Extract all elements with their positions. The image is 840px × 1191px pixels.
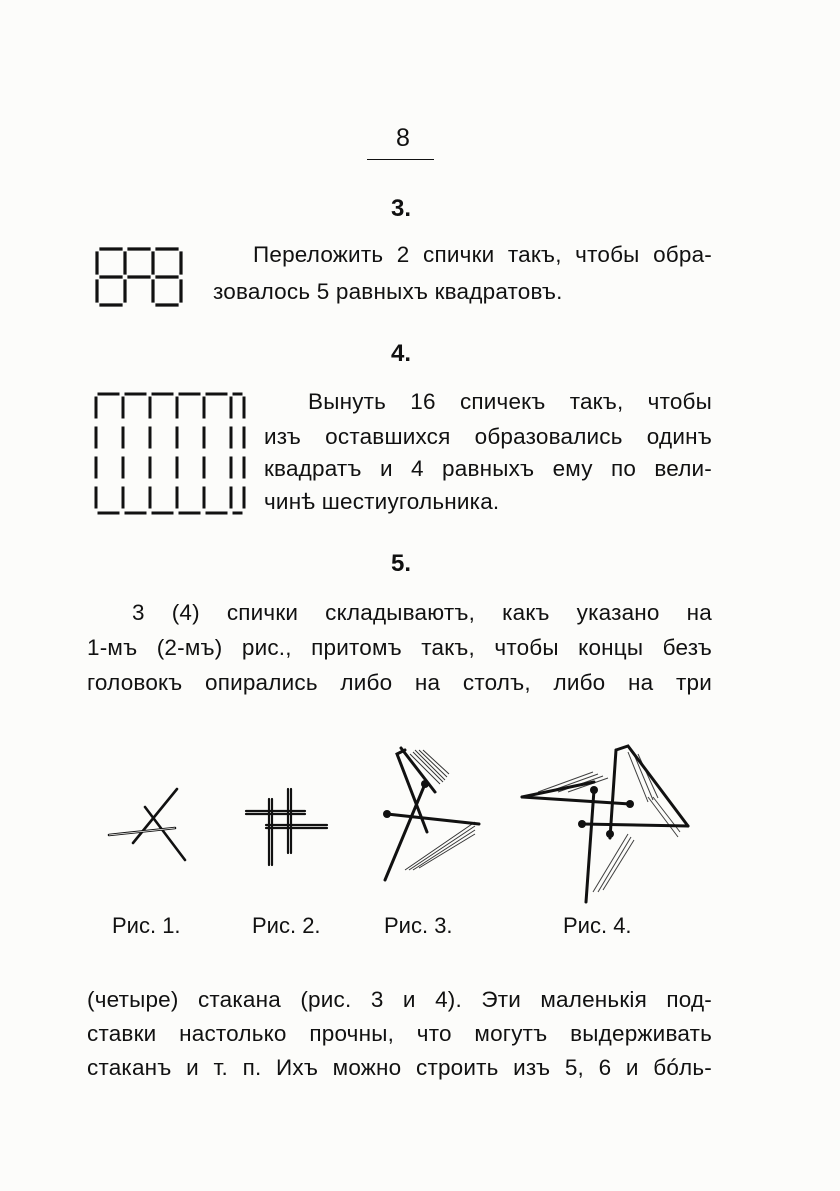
problem-5-heading: 5. bbox=[390, 550, 411, 577]
figure-1-three-matches bbox=[105, 785, 195, 865]
problem-5-line-2: 1-мъ (2-мъ) рис., притомъ такъ, чтобы концы безъ bbox=[87, 635, 712, 660]
figure-2-caption: Рис. 2. bbox=[252, 913, 321, 938]
figure-3-caption: Рис. 3. bbox=[384, 913, 453, 938]
problem-3-line-2: зовалось 5 равныхъ квадратовъ. bbox=[213, 279, 563, 304]
continuation-line-1: (четыре) стакана (рис. 3 и 4). Эти маленькія под- bbox=[87, 987, 712, 1012]
problem-4-line-2: изъ оставшихся образовались одинъ bbox=[264, 424, 712, 449]
figure-4-matches-with-glasses bbox=[518, 742, 693, 907]
continuation-line-3: стаканъ и т. п. Ихъ можно строить изъ 5, 6 и бóль- bbox=[87, 1055, 712, 1080]
figure-2-four-matches bbox=[243, 785, 333, 870]
page-number: 8 bbox=[396, 124, 410, 152]
figure-3-matches-with-glasses bbox=[375, 742, 485, 887]
problem-3-matchstick-figure bbox=[90, 242, 200, 312]
figure-1-caption: Рис. 1. bbox=[112, 913, 181, 938]
problem-4-line-4: чинѣ шестиугольника. bbox=[264, 489, 500, 514]
problem-4-matchstick-grid bbox=[92, 390, 252, 516]
page-number-rule bbox=[367, 159, 434, 160]
problem-3-line-1: Переложить 2 спички такъ, чтобы обра- bbox=[253, 242, 712, 267]
figure-4-caption: Рис. 4. bbox=[563, 913, 632, 938]
problem-3-heading: 3. bbox=[390, 195, 411, 222]
problem-4-line-1: Вынуть 16 спичекъ такъ, чтобы bbox=[308, 389, 712, 414]
continuation-line-2: ставки настолько прочны, что могутъ выдерживать bbox=[87, 1021, 712, 1046]
problem-5-line-1: 3 (4) спички складываютъ, какъ указано на bbox=[132, 600, 712, 625]
problem-4-heading: 4. bbox=[390, 340, 411, 367]
problem-5-line-3: головокъ опирались либо на столъ, либо на три bbox=[87, 670, 712, 695]
problem-4-line-3: квадратъ и 4 равныхъ ему по вели- bbox=[264, 456, 712, 481]
